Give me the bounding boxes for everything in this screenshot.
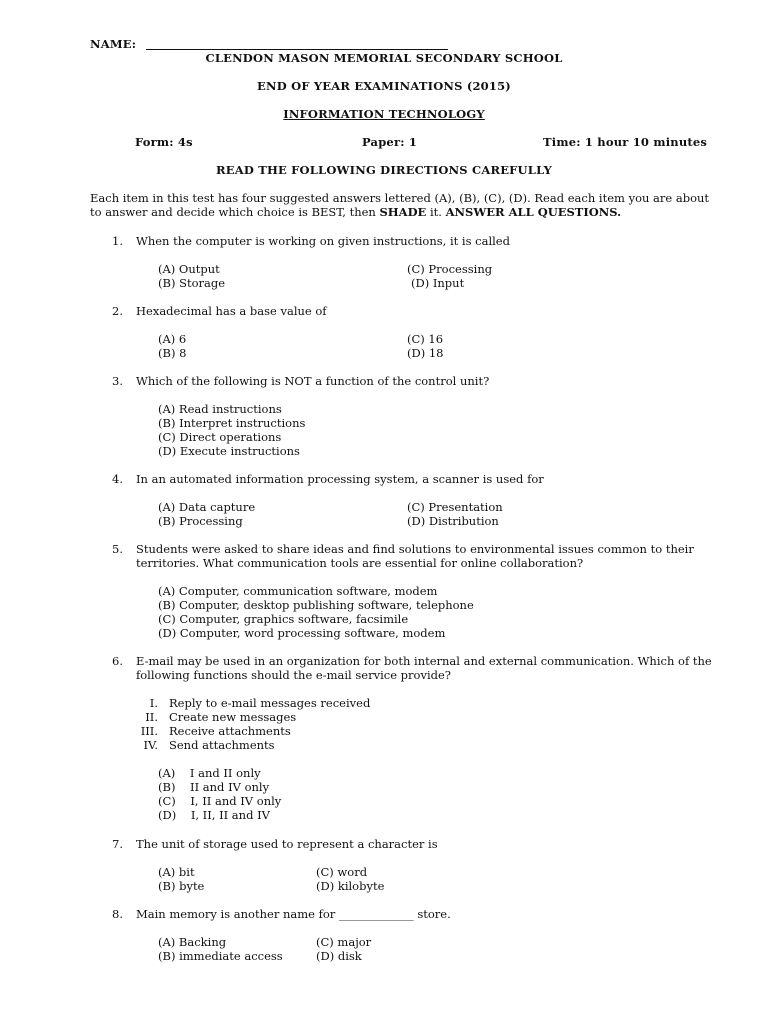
option-c[interactable]: (C) Computer, graphics software, facsimile [158, 612, 409, 626]
option-c[interactable]: (C) Presentation [407, 500, 503, 514]
question-text: Main memory is another name for _____________ store. [136, 907, 451, 921]
school-name: CLENDON MASON MEMORIAL SECONDARY SCHOOL [205, 51, 563, 65]
exam-title: END OF YEAR EXAMINATIONS (2015) [257, 79, 511, 93]
question-text-line-2: following functions should the e-mail service provide? [136, 668, 451, 682]
question-text: The unit of storage used to represent a character is [136, 837, 438, 851]
question-number: 5. [112, 542, 123, 556]
subject-title: INFORMATION TECHNOLOGY [283, 107, 485, 121]
directions-title: READ THE FOLLOWING DIRECTIONS CAREFULLY [215, 163, 553, 177]
option-b[interactable]: (B) II and IV only [158, 780, 270, 794]
question-text: Hexadecimal has a base value of [136, 304, 327, 318]
option-b[interactable]: (B) immediate access [158, 949, 283, 963]
option-d[interactable]: (D) disk [316, 949, 362, 963]
option-b[interactable]: (B) Storage [158, 276, 226, 290]
directions-line-1: Each item in this test has four suggested answers lettered (A), (B), (C), (D). Read each item you are about [90, 191, 710, 205]
roman-numeral: I. [149, 696, 158, 710]
option-c[interactable]: (C) word [316, 865, 368, 879]
option-d[interactable]: (D) I, II, II and IV [158, 808, 270, 822]
option-c[interactable]: (C) major [316, 935, 372, 949]
form-label: Form: 4s [135, 135, 193, 149]
roman-numeral: IV. [143, 738, 158, 752]
option-c[interactable]: (C) I, II and IV only [158, 794, 282, 808]
question-number: 7. [112, 837, 123, 851]
option-a[interactable]: (A) Output [158, 262, 220, 276]
question-text: Which of the following is NOT a function of the control unit? [136, 374, 490, 388]
roman-numeral: II. [145, 710, 158, 724]
question-text-line-2: territories. What communication tools are essential for online collaboration? [136, 556, 584, 570]
question-number: 8. [112, 907, 123, 921]
option-a[interactable]: (A) bit [158, 865, 195, 879]
name-field-line[interactable] [146, 49, 448, 50]
option-b[interactable]: (B) Processing [158, 514, 243, 528]
question-number: 4. [112, 472, 123, 486]
question-text-line-1: E-mail may be used in an organization for both internal and external communication. Which of the [136, 654, 712, 668]
name-label: NAME: [90, 37, 137, 51]
question-number: 6. [112, 654, 123, 668]
option-d[interactable]: (D) Execute instructions [158, 444, 300, 458]
option-a[interactable]: (A) I and II only [158, 766, 261, 780]
roman-item: Reply to e-mail messages received [169, 696, 371, 710]
option-b[interactable]: (B) Computer, desktop publishing software, telephone [158, 598, 474, 612]
time-label: Time: 1 hour 10 minutes [543, 135, 708, 149]
option-b[interactable]: (B) Interpret instructions [158, 416, 306, 430]
question-text: When the computer is working on given instructions, it is called [136, 234, 510, 248]
option-a[interactable]: (A) Data capture [158, 500, 256, 514]
option-a[interactable]: (A) Computer, communication software, modem [158, 584, 438, 598]
option-d[interactable]: (D) Input [411, 276, 465, 290]
option-a[interactable]: (A) 6 [158, 332, 187, 346]
roman-item: Receive attachments [169, 724, 291, 738]
option-d[interactable]: (D) Distribution [407, 514, 499, 528]
question-number: 3. [112, 374, 123, 388]
option-a[interactable]: (A) Backing [158, 935, 227, 949]
option-d[interactable]: (D) 18 [407, 346, 444, 360]
option-b[interactable]: (B) 8 [158, 346, 187, 360]
paper-label: Paper: 1 [362, 135, 418, 149]
option-b[interactable]: (B) byte [158, 879, 205, 893]
option-d[interactable]: (D) Computer, word processing software, modem [158, 626, 446, 640]
roman-item: Send attachments [169, 738, 275, 752]
option-c[interactable]: (C) 16 [407, 332, 444, 346]
question-text-line-1: Students were asked to share ideas and find solutions to environmental issues common to their [136, 542, 694, 556]
question-number: 2. [112, 304, 123, 318]
question-number: 1. [112, 234, 123, 248]
option-c[interactable]: (C) Processing [407, 262, 493, 276]
directions-line-2: to answer and decide which choice is BEST, then SHADE it. ANSWER ALL QUESTIONS. [90, 205, 622, 219]
option-a[interactable]: (A) Read instructions [158, 402, 282, 416]
roman-item: Create new messages [169, 710, 297, 724]
option-d[interactable]: (D) kilobyte [316, 879, 385, 893]
roman-numeral: III. [140, 724, 158, 738]
question-text: In an automated information processing system, a scanner is used for [136, 472, 544, 486]
option-c[interactable]: (C) Direct operations [158, 430, 282, 444]
